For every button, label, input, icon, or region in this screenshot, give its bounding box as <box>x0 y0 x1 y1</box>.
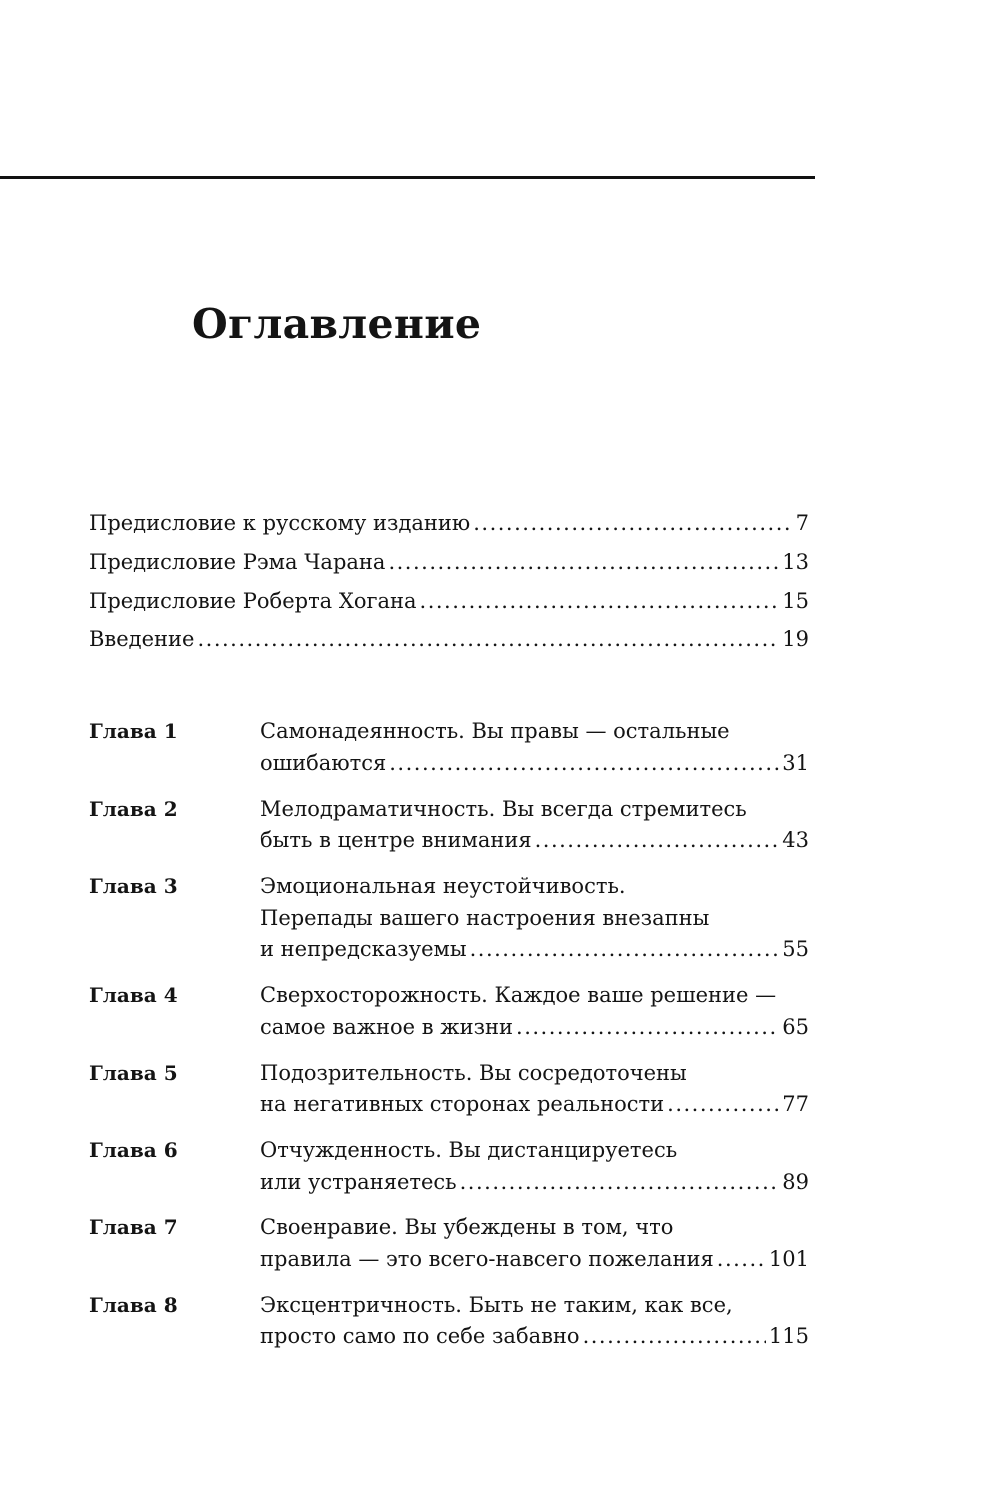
chapter-8-last-line[interactable] <box>260 1321 809 1352</box>
toc-entry-title: Предисловие к русскому изданию <box>89 511 471 535</box>
chapter-page: 77 <box>782 1092 809 1116</box>
chapter-title-end: и непредсказуемы <box>260 937 467 961</box>
dot-leader <box>197 624 779 655</box>
chapter-6-label: Глава 6 <box>89 1138 178 1162</box>
chapter-title-end: ошибаются <box>260 751 387 775</box>
chapter-6-title-line[interactable]: Отчужденность. Вы дистанцируетесь <box>260 1138 678 1162</box>
chapter-4-title-line[interactable]: Сверхосторожность. Каждое ваше решение — <box>260 983 777 1007</box>
dot-leader <box>583 1321 766 1352</box>
chapter-4-label: Глава 4 <box>89 983 178 1007</box>
chapter-7-last-line[interactable] <box>260 1244 809 1275</box>
chapter-page: 89 <box>782 1170 809 1194</box>
toc-entry-preface-russian[interactable] <box>89 508 809 539</box>
chapter-5-title-line[interactable]: Подозрительность. Вы сосредоточены <box>260 1061 687 1085</box>
chapter-3-label: Глава 3 <box>89 874 178 898</box>
chapter-title-end: быть в центре внимания <box>260 828 532 852</box>
chapter-title-end: просто само по себе забавно <box>260 1324 580 1348</box>
toc-entry-page: 19 <box>782 627 809 651</box>
chapter-title-end: или устраняетесь <box>260 1170 457 1194</box>
header-rule <box>0 176 815 179</box>
dot-leader <box>388 547 779 578</box>
chapter-3-last-line[interactable] <box>260 934 809 965</box>
chapter-7-title-line[interactable]: Своенравие. Вы убеждены в том, что <box>260 1215 674 1239</box>
dot-leader <box>389 748 779 779</box>
chapter-title-end: на негативных сторонах реальности <box>260 1092 665 1116</box>
chapter-title-end: правила — это всего-навсего пожелания <box>260 1247 714 1271</box>
page-title: Оглавление <box>192 300 482 348</box>
chapter-page: 101 <box>768 1247 809 1271</box>
chapter-page: 43 <box>782 828 809 852</box>
chapter-5-last-line[interactable] <box>260 1089 809 1120</box>
toc-entry-preface-hogan[interactable] <box>89 586 809 617</box>
chapter-7-label: Глава 7 <box>89 1215 178 1239</box>
chapter-2-last-line[interactable] <box>260 825 809 856</box>
chapter-page: 115 <box>768 1324 809 1348</box>
chapter-4-last-line[interactable] <box>260 1012 809 1043</box>
dot-leader <box>420 586 780 617</box>
chapter-page: 55 <box>782 937 809 961</box>
dot-leader <box>460 1167 780 1198</box>
dot-leader <box>717 1244 766 1275</box>
chapter-page: 65 <box>782 1015 809 1039</box>
dot-leader <box>667 1089 779 1120</box>
chapter-3-title-line[interactable]: Эмоциональная неустойчивость. <box>260 874 626 898</box>
chapter-title-end: самое важное в жизни <box>260 1015 514 1039</box>
toc-entry-introduction[interactable] <box>89 624 809 655</box>
toc-entry-title: Предисловие Рэма Чарана <box>89 550 386 574</box>
chapter-2-title-line[interactable]: Мелодраматичность. Вы всегда стремитесь <box>260 797 747 821</box>
toc-entry-preface-charan[interactable] <box>89 547 809 578</box>
dot-leader <box>470 934 780 965</box>
chapter-5-label: Глава 5 <box>89 1061 178 1085</box>
chapter-8-title-line[interactable]: Эксцентричность. Быть не таким, как все, <box>260 1293 733 1317</box>
toc-entry-title: Предисловие Роберта Хогана <box>89 589 417 613</box>
dot-leader <box>516 1012 779 1043</box>
dot-leader <box>535 825 780 856</box>
chapter-1-title-line[interactable]: Самонадеянность. Вы правы — остальные <box>260 719 730 743</box>
toc-entry-page: 7 <box>795 511 809 535</box>
chapter-1-label: Глава 1 <box>89 719 178 743</box>
chapter-2-label: Глава 2 <box>89 797 178 821</box>
toc-entry-page: 15 <box>782 589 809 613</box>
dot-leader <box>473 508 792 539</box>
chapter-8-label: Глава 8 <box>89 1293 178 1317</box>
chapter-page: 31 <box>782 751 809 775</box>
chapter-3-title-line[interactable]: Перепады вашего настроения внезапны <box>260 906 710 930</box>
toc-entry-title: Введение <box>89 627 195 651</box>
toc-entry-page: 13 <box>782 550 809 574</box>
chapter-1-last-line[interactable] <box>260 748 809 779</box>
chapter-6-last-line[interactable] <box>260 1167 809 1198</box>
